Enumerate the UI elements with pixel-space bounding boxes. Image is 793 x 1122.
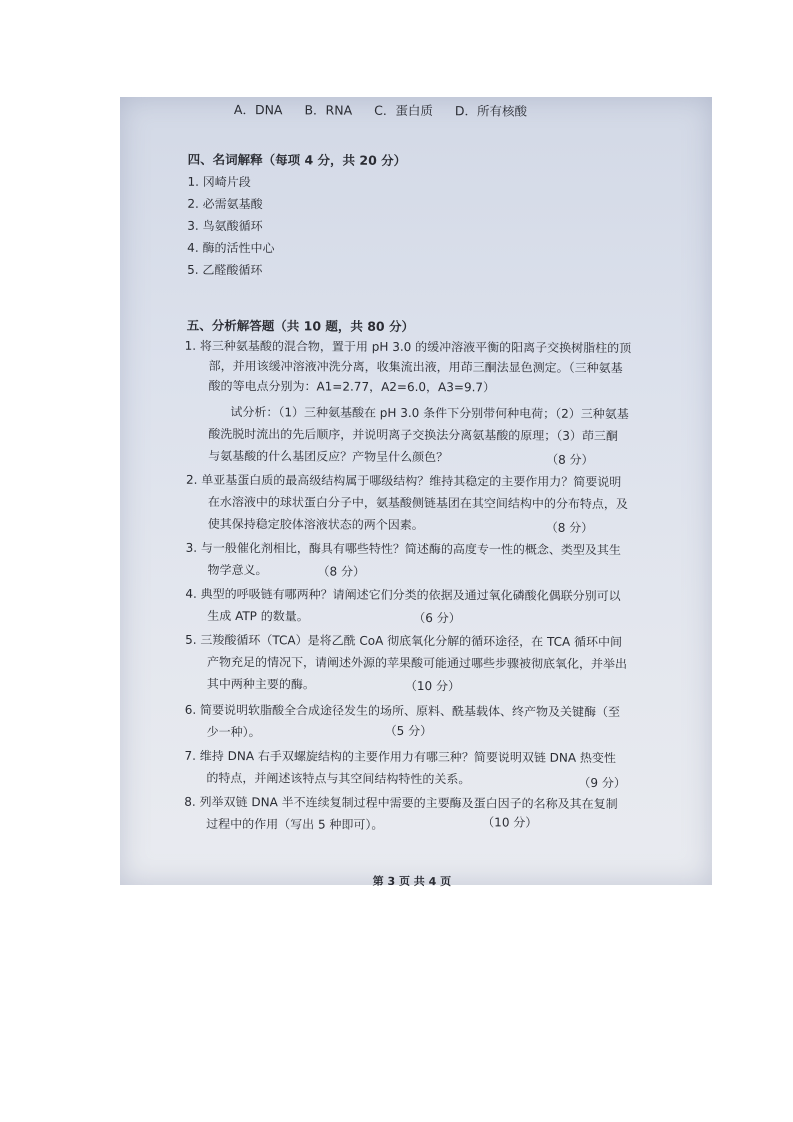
q6-line: 少一种）。	[206, 724, 261, 740]
q3-points: （8 分）	[317, 564, 366, 579]
q1-line: 与氨基酸的什么基团反应？产物呈什么颜色？	[208, 448, 449, 465]
term-item: 4. 酶的活性中心	[187, 240, 275, 256]
q8-line: 过程中的作用（写出 5 种即可）。	[206, 816, 384, 832]
q2-line: 2. 单亚基蛋白质的最高级结构属于哪级结构？维持其稳定的主要作用力？简要说明	[185, 472, 622, 490]
q4-points: （6 分）	[413, 610, 461, 626]
q7-points: （9 分）	[578, 775, 626, 791]
option-d: D．所有核酸	[454, 103, 528, 119]
q7-line: 7. 维持 DNA 右手双螺旋结构的主要作用力有哪三种？简要说明双链 DNA 热变性	[184, 748, 616, 766]
q5-line: 其中两种主要的酶。	[206, 676, 315, 692]
section5-heading: 五、分析解答题（共 10 题，共 80 分）	[186, 317, 415, 334]
term-item: 1. 冈崎片段	[187, 174, 251, 190]
option-b: B．RNA	[304, 102, 353, 118]
q1-line: 1. 将三种氨基酸的混合物，置于用 pH 3.0 的缓冲溶液平衡的阳离子交换树脂柱的顶	[184, 338, 632, 356]
q1-line: 试分析：（1）三种氨基酸在 pH 3.0 条件下分别带何种电荷；（2）三种氨基	[230, 405, 629, 422]
q5-line: 产物充足的情况下，请阐述外源的苹果酸可能通过哪些步骤被彻底氧化，并举出	[207, 654, 628, 672]
exam-paper	[116, 95, 712, 889]
q1-line: 酸的等电点分别为：A1=2.77，A2=6.0，A3=9.7）	[208, 378, 496, 395]
q3-line: 物学意义。	[207, 562, 268, 578]
q2-line: 在水溶液中的球状蛋白分子中，氨基酸侧链基团在其空间结构中的分布特点，及	[207, 494, 628, 512]
q6-line: 6. 简要说明软脂酸全合成途径发生的场所、原料、酰基载体、终产物及关键酶（至	[184, 702, 621, 720]
q4-line: 4. 典型的呼吸链有哪两种？请阐述它们分类的依据及通过氧化磷酸化偶联分别可以	[185, 586, 621, 604]
q5-points: （10 分）	[404, 678, 461, 694]
q1-points: （8 分）	[546, 452, 594, 467]
q2-line: 使其保持稳定胶体溶液状态的两个因素。	[207, 516, 424, 533]
q1-line: 酸洗脱时流出的先后顺序，并说明离子交换法分离氨基酸的原理；（3）茚三酮	[208, 426, 618, 444]
q3-line: 3. 与一般催化剂相比，酶具有哪些特性？简述酶的高度专一性的概念、类型及其生	[185, 540, 621, 558]
term-item: 2. 必需氨基酸	[187, 196, 263, 212]
q8-line: 8. 列举双链 DNA 半不连续复制过程中需要的主要酶及蛋白因子的名称及其在复制	[184, 794, 618, 812]
q4-line: 生成 ATP 的数量。	[207, 608, 309, 624]
choice-options-line	[234, 102, 543, 120]
option-a: A．DNA	[233, 102, 283, 118]
exam-page-photo	[120, 97, 712, 889]
term-item: 3. 鸟氨酸循环	[187, 218, 263, 234]
q5-line: 5. 三羧酸循环（TCA）是将乙酰 CoA 彻底氧化分解的循环途径，在 TCA 循环中间	[185, 632, 623, 650]
q2-points: （8 分）	[545, 520, 594, 535]
q1-line: 部，并用该缓冲溶液冲洗分离，收集流出液，用茚三酮法显色测定。（三种氨基	[208, 358, 623, 376]
q6-points: （5 分）	[384, 723, 433, 739]
q8-points: （10 分）	[482, 815, 538, 830]
option-c: C．蛋白质	[374, 102, 433, 119]
page-footer: 第 3 页 共 4 页	[372, 874, 452, 889]
section4-heading: 四、名词解释（每项 4 分，共 20 分）	[187, 151, 407, 168]
term-item: 5. 乙醛酸循环	[187, 262, 263, 278]
q7-line: 的特点，并阐述该特点与其空间结构特性的关系。	[206, 770, 471, 787]
